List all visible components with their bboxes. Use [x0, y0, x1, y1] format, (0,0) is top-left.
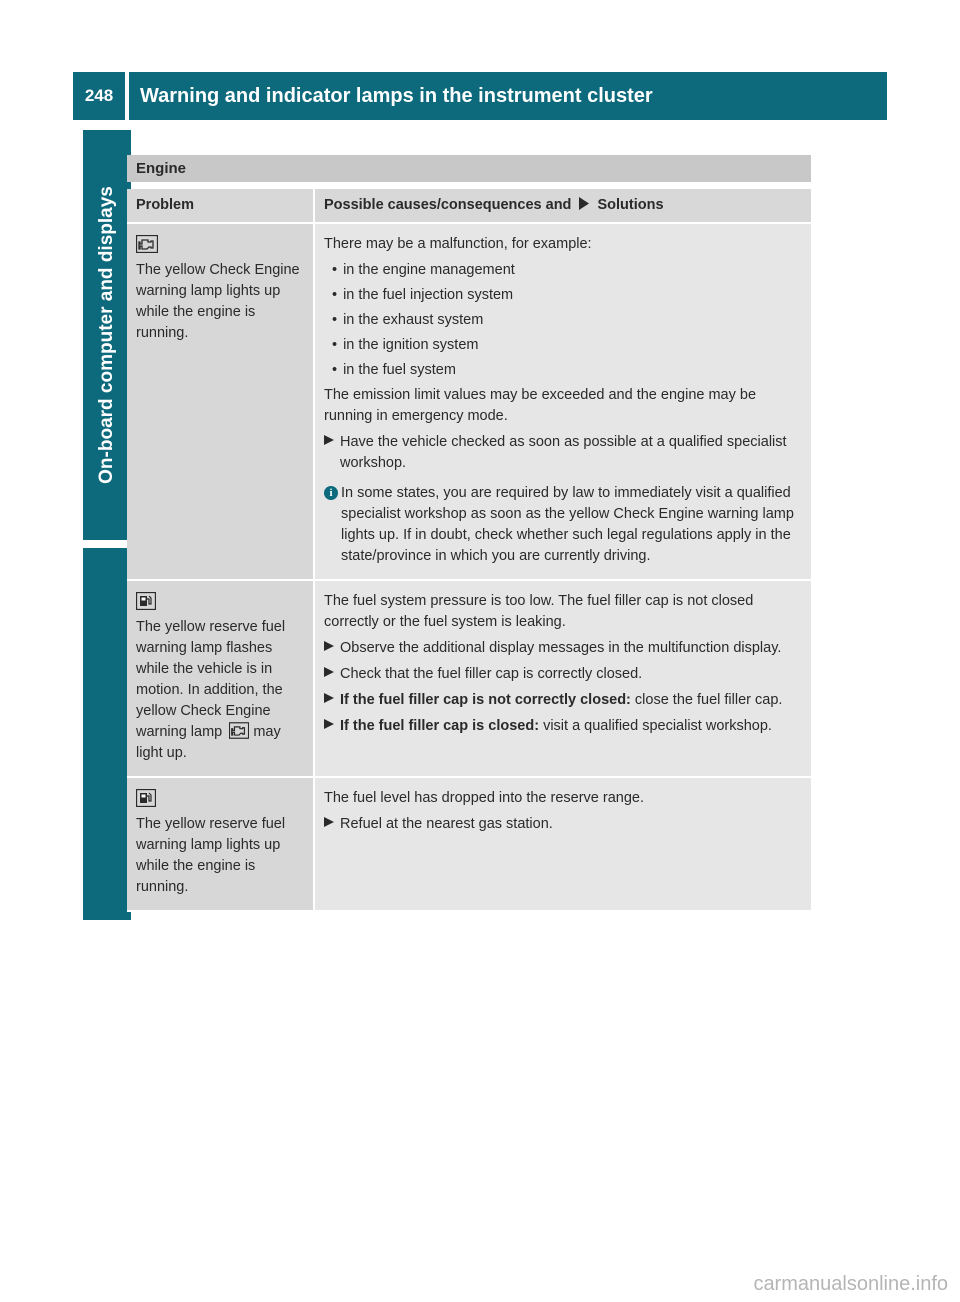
engine-table — [127, 189, 811, 912]
solution-step — [324, 638, 803, 659]
solutions-cell — [315, 778, 811, 912]
cause-item: • in the exhaust system — [324, 310, 803, 331]
fuel-pump-icon — [136, 789, 156, 807]
solutions-cell — [315, 581, 811, 778]
solution-step-text: Check that the fuel filler cap is correctly closed. — [340, 666, 643, 682]
column-header-problem: Problem — [127, 189, 315, 224]
cause-intro: The fuel level has dropped into the reserve range. — [324, 790, 645, 806]
step-arrow-icon — [324, 638, 334, 659]
problem-text-part: The yellow reserve fuel warning lamp flashes while the vehicle is in motion. In addition, the yellow Check Engine warning lamp — [136, 619, 286, 740]
fuel-pump-icon — [136, 592, 156, 610]
side-tab — [83, 130, 131, 540]
solution-step-text: visit a qualified specialist workshop. — [543, 718, 772, 734]
step-arrow-icon — [324, 716, 334, 737]
consequence-text: The emission limit values may be exceeded and the engine may be running in emergency mode. — [324, 387, 757, 424]
solution-step — [324, 690, 803, 711]
problem-text: The yellow Check Engine warning lamp lights up while the engine is running. — [136, 262, 300, 341]
step-arrow-icon — [324, 432, 334, 453]
problem-cell — [127, 778, 315, 912]
check-engine-icon — [229, 722, 249, 739]
solution-step-condition: If the fuel filler cap is not correctly closed: — [340, 692, 631, 708]
table-header-row — [127, 189, 811, 224]
info-note-text: In some states, you are required by law to immediately visit a qualified specialist workshop as soon as the yellow Check Engine warning lamp lights up. If in doubt, check whether such legal regulations apply in the state/province in which you are currently driving. — [341, 485, 794, 564]
cause-intro: The fuel system pressure is too low. The fuel filler cap is not closed correctly or the fuel system is leaking. — [324, 593, 754, 630]
solution-step — [324, 432, 803, 474]
solutions-cell — [315, 224, 811, 581]
column-header-solutions — [315, 189, 811, 224]
solution-step-text: Have the vehicle checked as soon as possible at a qualified specialist workshop. — [340, 434, 787, 471]
cause-item: • in the fuel system — [324, 360, 803, 381]
cause-item: • in the engine management — [324, 260, 803, 281]
side-tab-label: On-board computer and displays — [96, 186, 117, 484]
solution-step — [324, 716, 803, 737]
watermark: carmanualsonline.info — [753, 1273, 948, 1295]
side-tab-block — [83, 548, 131, 920]
solution-step-text: close the fuel filler cap. — [634, 692, 783, 708]
solution-step-condition: If the fuel filler cap is closed: — [340, 718, 540, 734]
solution-step — [324, 664, 803, 685]
cause-item: • in the fuel injection system — [324, 285, 803, 306]
problem-cell — [127, 224, 315, 581]
column-header-solutions-suffix: Solutions — [597, 197, 664, 213]
step-arrow-icon — [324, 690, 334, 711]
problem-text — [136, 617, 305, 764]
problem-text-part: may light up. — [136, 724, 281, 761]
step-arrow-icon — [324, 814, 334, 835]
table-row — [127, 224, 811, 581]
step-arrow-icon — [324, 664, 334, 685]
cause-intro: There may be a malfunction, for example: — [324, 236, 592, 252]
info-icon: i — [324, 486, 338, 500]
table-row — [127, 778, 811, 912]
problem-text: The yellow reserve fuel warning lamp lights up while the engine is running. — [136, 816, 286, 895]
cause-item: • in the ignition system — [324, 335, 803, 356]
info-note — [324, 483, 803, 567]
page-number: 248 — [73, 72, 125, 120]
solution-step-text: Observe the additional display messages in the multifunction display. — [340, 640, 782, 656]
solution-arrow-icon — [578, 197, 590, 210]
check-engine-icon — [136, 235, 158, 253]
page-header-title: Warning and indicator lamps in the instrument cluster — [129, 72, 887, 120]
column-header-solutions-prefix: Possible causes/consequences and — [324, 197, 572, 213]
problem-cell — [127, 581, 315, 778]
solution-step-text: Refuel at the nearest gas station. — [340, 816, 553, 832]
section-title: Engine — [127, 155, 811, 182]
solution-step — [324, 814, 803, 835]
table-row — [127, 581, 811, 778]
